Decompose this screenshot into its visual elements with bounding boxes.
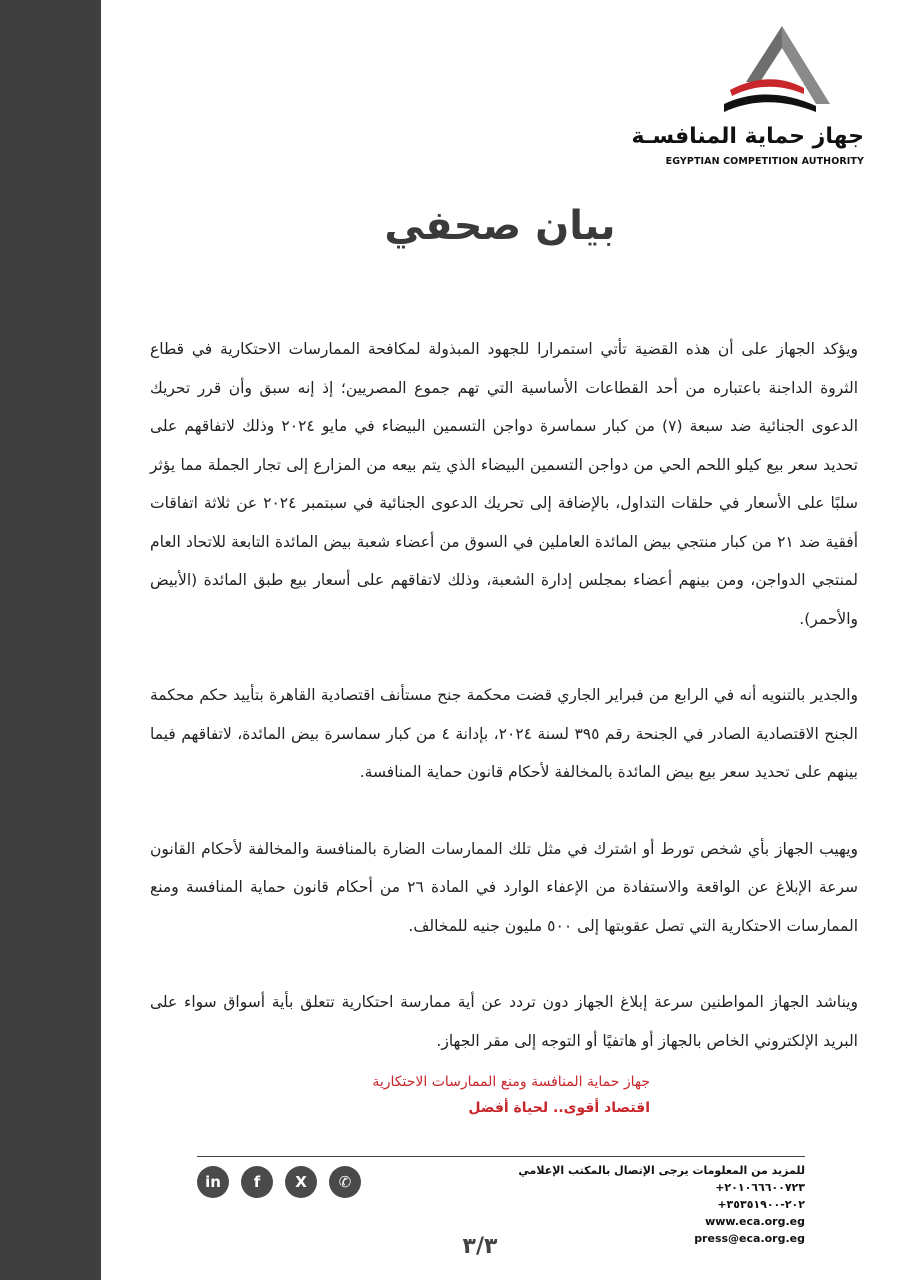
eca-logo — [720, 26, 830, 118]
press-release-body — [150, 330, 858, 1098]
facebook-icon[interactable]: f — [241, 1166, 273, 1198]
contact-phone-mobile[interactable]: +٢٠١٠٦٦٦٠٠٧٢٣ — [715, 1181, 805, 1194]
contact-website-link[interactable]: www.eca.org.eg — [705, 1215, 805, 1228]
page-title: بيان صحفي — [384, 203, 616, 249]
footer-divider — [197, 1156, 805, 1157]
footer-slogan-authority: جهاز حماية المنافسة ومنع الممارسات الاحتكارية — [372, 1074, 650, 1090]
contact-intro: للمزيد من المعلومات يرجى الإتصال بالمكتب الإعلامي — [518, 1164, 805, 1177]
paragraph-3: ويهيب الجهاز بأي شخص تورط أو اشترك في مثل تلك الممارسات الضارة بالمنافسة والمخالفة لأحكام القانون سرعة الإبلاغ عن الواقعة والاستفادة من الإعفاء الوارد في المادة ٢٦ من أحكام قانون حماية المنافسة ومنع الممارسات الاحتكارية التي تصل عقوبتها إلى ٥٠٠ مليون جنيه للمخالف. — [150, 839, 858, 935]
social-icons — [197, 1166, 361, 1198]
x-twitter-icon[interactable]: X — [285, 1166, 317, 1198]
footer-slogan-motto: اقتصاد أقوى.. لحياة أفضل — [468, 1100, 650, 1116]
logo-arabic-name: جهاز حماية المنافسـة — [631, 124, 864, 149]
linkedin-icon[interactable]: in — [197, 1166, 229, 1198]
whatsapp-icon[interactable]: ✆ — [329, 1166, 361, 1198]
paragraph-2: والجدير بالتنويه أنه في الرابع من فبراير الجاري قضت محكمة جنح مستأنف اقتصادية القاهرة بتأييد حكم محكمة الجنح الاقتصادية الصادر في الجنحة رقم ٣٩٥ لسنة ٢٠٢٤، بإدانة ٤ من كبار سماسرة بيض المائدة، لاتفاقهم فيما بينهم على تحديد سعر بيع بيض المائدة بالمخالفة لأحكام قانون حماية المنافسة. — [150, 686, 858, 781]
left-sidebar-band — [0, 0, 101, 1280]
contact-phone-landline[interactable]: +٢٠٢-٣٥٣٥١٩٠٠ — [717, 1198, 805, 1211]
contact-block — [505, 1162, 805, 1247]
contact-email-link[interactable]: press@eca.org.eg — [694, 1232, 805, 1245]
logo-english-name: EGYPTIAN COMPETITION AUTHORITY — [665, 156, 864, 167]
paragraph-4: ويناشد الجهاز المواطنين سرعة إبلاغ الجهاز دون تردد عن أية ممارسة احتكارية تتعلق بأية أسواق سواء على البريد الإلكتروني الخاص بالجهاز أو هاتفيًا أو التوجه إلى مقر الجهاز. — [150, 993, 858, 1050]
paragraph-1: ويؤكد الجهاز على أن هذه القضية تأتي استمرارا للجهود المبذولة لمكافحة الممارسات الاحتكارية في قطاع الثروة الداجنة باعتباره من أحد القطاعات الأساسية التي تهم جموع المصريين؛ إذ إنه سبق وأن قرر تحريك الدعوى الجنائية ضد سبعة (٧) من كبار سماسرة دواجن التسمين البيضاء في مايو ٢٠٢٤ وذلك لاتفاقهم على تحديد سعر بيع كيلو اللحم الحي من دواجن التسمين البيضاء الذي يتم بيعه من المزارع إلى تجار الجملة مما يؤثر سلبًا على الأسعار في حلقات التداول، بالإضافة إلى تحريك الدعوى الجنائية في سبتمبر ٢٠٢٤ عن ثلاثة اتفاقات أفقية ضد ٢١ من كبار منتجي بيض المائدة العاملين في السوق من أعضاء شعبة بيض المائدة التابعة للاتحاد العام لمنتجي الدواجن، ومن بينهم أعضاء بمجلس إدارة الشعبة، وذلك لاتفاقهم على أسعار بيع طبق المائدة (الأبيض والأحمر). — [150, 340, 859, 628]
page-number: ٣/٣ — [462, 1234, 498, 1259]
